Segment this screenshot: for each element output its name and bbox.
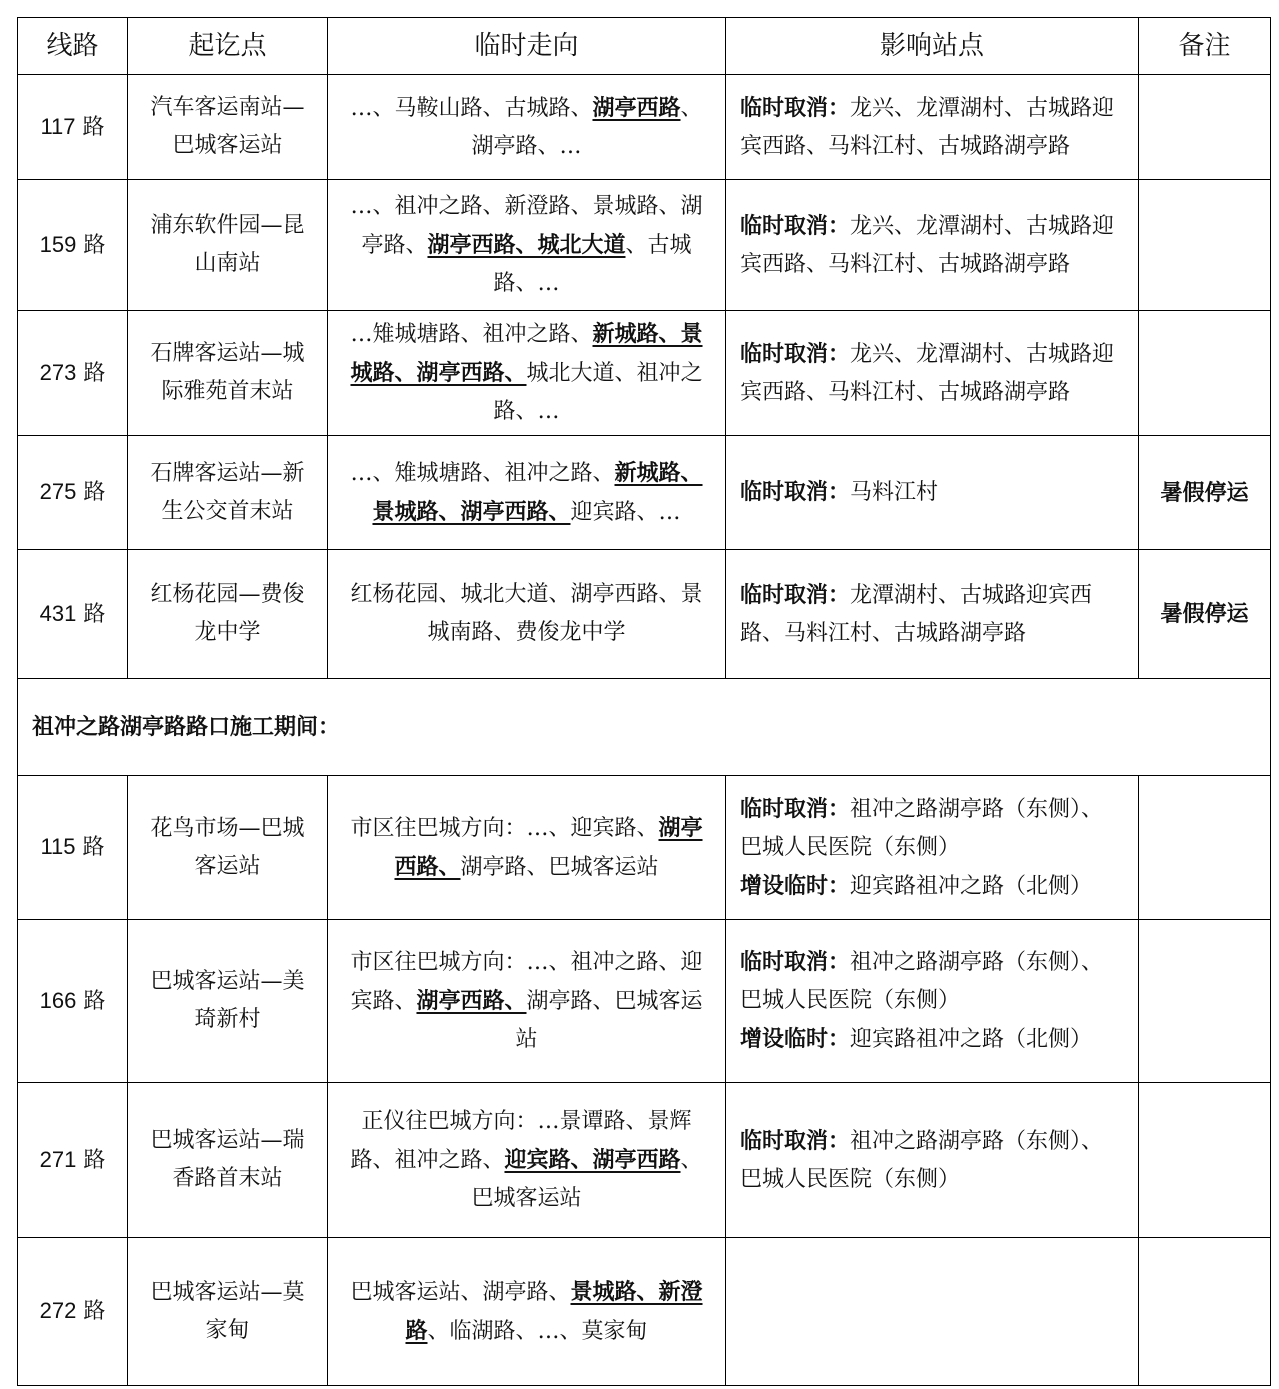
affected-label: 临时取消： bbox=[740, 1127, 851, 1154]
line-cell bbox=[18, 1238, 128, 1386]
line-unit: 路 bbox=[83, 480, 106, 505]
affected-line bbox=[740, 335, 1124, 412]
affected-label: 临时取消： bbox=[740, 479, 851, 505]
affected-stops: 祖冲之路湖亭路（东侧）、巴城人民医院（东侧） bbox=[740, 950, 1104, 1013]
affected-stops: 龙潭湖村、古城路迎宾西路、马料江村、古城路湖亭路 bbox=[740, 582, 1093, 646]
affected-stops-cell bbox=[726, 550, 1139, 679]
endpoints-cell: 汽车客运南站—巴城客运站 bbox=[128, 75, 328, 180]
affected-line bbox=[740, 473, 1124, 512]
line-cell bbox=[18, 776, 128, 920]
affected-label: 临时取消： bbox=[740, 340, 851, 367]
route-segment: …、祖冲之路、新澄路、景城路、湖亭路、 bbox=[350, 193, 703, 258]
affected-line bbox=[740, 576, 1124, 653]
note-cell bbox=[1139, 180, 1271, 311]
affected-stops: 龙兴、龙潭湖村、古城路迎宾西路、马料江村、古城路湖亭路 bbox=[740, 341, 1115, 405]
affected-line bbox=[740, 1020, 1124, 1059]
route-highlight: 湖亭西路、 bbox=[394, 814, 703, 880]
affected-stops: 龙兴、龙潭湖村、古城路迎宾西路、马料江村、古城路湖亭路 bbox=[740, 95, 1115, 159]
endpoints-cell: 巴城客运站—瑞香路首末站 bbox=[128, 1083, 328, 1238]
route-segment: …、马鞍山路、古城路、 bbox=[350, 95, 593, 121]
note-cell bbox=[1139, 920, 1271, 1083]
bus-route-table bbox=[17, 17, 1271, 1386]
route-cell bbox=[328, 436, 726, 550]
section-row bbox=[18, 679, 1271, 776]
affected-stops: 马料江村 bbox=[850, 480, 939, 505]
route-segment: 、临湖路、…、莫家甸 bbox=[427, 1318, 648, 1344]
route-segment: 湖亭路、巴城客运站 bbox=[460, 854, 659, 880]
affected-line bbox=[740, 89, 1124, 166]
line-cell bbox=[18, 311, 128, 436]
route-highlight: 迎宾路、湖亭西路 bbox=[504, 1146, 681, 1173]
route-cell bbox=[328, 550, 726, 679]
header-ends: 起讫点 bbox=[128, 18, 328, 75]
table-row bbox=[18, 180, 1271, 311]
affected-stops: 迎宾路祖冲之路（北侧） bbox=[850, 873, 1093, 899]
line-number: 271 bbox=[39, 1146, 77, 1172]
table-row bbox=[18, 920, 1271, 1083]
line-number: 273 bbox=[39, 359, 77, 385]
line-unit: 路 bbox=[83, 360, 106, 386]
line-number: 431 bbox=[39, 600, 77, 626]
line-unit: 路 bbox=[83, 232, 106, 258]
table-row bbox=[18, 436, 1271, 550]
line-unit: 路 bbox=[82, 835, 105, 860]
affected-label: 临时取消： bbox=[740, 795, 851, 822]
route-cell bbox=[328, 920, 726, 1083]
affected-stops-cell bbox=[726, 180, 1139, 311]
line-cell bbox=[18, 1083, 128, 1238]
affected-stops: 迎宾路祖冲之路（北侧） bbox=[850, 1027, 1093, 1052]
route-cell bbox=[328, 180, 726, 311]
header-line: 线路 bbox=[18, 18, 128, 75]
route-highlight: 湖亭西路、城北大道 bbox=[427, 231, 626, 258]
route-cell bbox=[328, 75, 726, 180]
line-unit: 路 bbox=[83, 988, 106, 1014]
note-cell bbox=[1139, 776, 1271, 920]
endpoints-cell: 红杨花园—费俊龙中学 bbox=[128, 550, 328, 679]
note-cell bbox=[1139, 311, 1271, 436]
affected-label: 临时取消： bbox=[740, 212, 851, 239]
note-cell: 暑假停运 bbox=[1139, 550, 1271, 679]
affected-stops-cell bbox=[726, 1238, 1139, 1386]
note-cell bbox=[1139, 1238, 1271, 1386]
affected-stops: 祖冲之路湖亭路（东侧）、巴城人民医院（东侧） bbox=[740, 1128, 1104, 1192]
affected-stops-cell bbox=[726, 436, 1139, 550]
header-route: 临时走向 bbox=[328, 18, 726, 75]
route-cell bbox=[328, 311, 726, 436]
line-unit: 路 bbox=[83, 1147, 106, 1173]
line-unit: 路 bbox=[83, 601, 106, 627]
affected-stops-cell bbox=[726, 75, 1139, 180]
route-segment: 迎宾路、… bbox=[570, 499, 681, 525]
affected-line bbox=[740, 1122, 1124, 1199]
route-segment: 城北大道、祖冲之路、… bbox=[493, 361, 703, 424]
affected-line bbox=[740, 943, 1124, 1020]
table-row bbox=[18, 776, 1271, 920]
table-row bbox=[18, 1083, 1271, 1238]
table-row bbox=[18, 75, 1271, 180]
route-segment: 市区往巴城方向：…、祖冲之路、迎宾路、 bbox=[350, 949, 703, 1014]
route-segment: 、古城路、… bbox=[493, 232, 692, 296]
route-highlight: 景城路、新澄路 bbox=[405, 1278, 703, 1344]
note-cell bbox=[1139, 1083, 1271, 1238]
header-row bbox=[18, 18, 1271, 75]
line-number: 166 bbox=[39, 987, 77, 1013]
route-highlight: 湖亭西路 bbox=[592, 94, 681, 121]
table-row bbox=[18, 1238, 1271, 1386]
route-cell bbox=[328, 1238, 726, 1386]
affected-line bbox=[740, 207, 1124, 284]
affected-stops-cell bbox=[726, 920, 1139, 1083]
line-cell bbox=[18, 550, 128, 679]
affected-stops-cell bbox=[726, 311, 1139, 436]
affected-stops: 祖冲之路湖亭路（东侧）、巴城人民医院（东侧） bbox=[740, 796, 1104, 860]
route-segment: 、巴城客运站 bbox=[471, 1147, 703, 1211]
route-segment: …、雉城塘路、祖冲之路、 bbox=[350, 460, 615, 486]
affected-label: 临时取消： bbox=[740, 581, 851, 608]
line-cell bbox=[18, 180, 128, 311]
line-cell bbox=[18, 75, 128, 180]
route-highlight: 新城路、景城路、湖亭西路、 bbox=[372, 459, 703, 525]
affected-stops-cell bbox=[726, 776, 1139, 920]
affected-label: 增设临时： bbox=[740, 1026, 851, 1052]
endpoints-cell: 浦东软件园—昆山南站 bbox=[128, 180, 328, 311]
affected-label: 增设临时： bbox=[740, 872, 851, 899]
endpoints-cell: 石牌客运站—城际雅苑首末站 bbox=[128, 311, 328, 436]
route-highlight: 新城路、景城路、湖亭西路、 bbox=[350, 321, 703, 386]
line-number: 275 bbox=[39, 479, 77, 504]
endpoints-cell: 巴城客运站—莫家甸 bbox=[128, 1238, 328, 1386]
route-segment: 市区往巴城方向：…、迎宾路、 bbox=[350, 815, 659, 841]
header-note: 备注 bbox=[1139, 18, 1271, 75]
header-affected: 影响站点 bbox=[726, 18, 1139, 75]
affected-stops-cell bbox=[726, 1083, 1139, 1238]
line-cell bbox=[18, 436, 128, 550]
line-number: 159 bbox=[39, 231, 77, 257]
affected-stops: 龙兴、龙潭湖村、古城路迎宾西路、马料江村、古城路湖亭路 bbox=[740, 213, 1115, 277]
route-cell bbox=[328, 776, 726, 920]
line-unit: 路 bbox=[82, 114, 105, 140]
line-cell bbox=[18, 920, 128, 1083]
route-cell bbox=[328, 1083, 726, 1238]
table-row bbox=[18, 311, 1271, 436]
route-segment: 正仪往巴城方向：…景谭路、景辉路、祖冲之路、 bbox=[350, 1108, 692, 1173]
note-cell: 暑假停运 bbox=[1139, 436, 1271, 550]
route-highlight: 湖亭西路、 bbox=[416, 987, 527, 1014]
line-number: 117 bbox=[40, 113, 76, 139]
route-segment: 巴城客运站、湖亭路、 bbox=[350, 1279, 571, 1305]
affected-label: 临时取消： bbox=[740, 94, 851, 121]
table-row bbox=[18, 550, 1271, 679]
line-unit: 路 bbox=[83, 1299, 106, 1324]
note-cell bbox=[1139, 75, 1271, 180]
endpoints-cell: 花鸟市场—巴城客运站 bbox=[128, 776, 328, 920]
route-segment: …雉城塘路、祖冲之路、 bbox=[350, 322, 593, 347]
affected-label: 临时取消： bbox=[740, 949, 851, 975]
endpoints-cell: 石牌客运站—新生公交首末站 bbox=[128, 436, 328, 550]
route-segment: 、湖亭路、… bbox=[471, 95, 703, 159]
affected-line bbox=[740, 867, 1124, 906]
line-number: 272 bbox=[39, 1298, 77, 1323]
route-segment: 红杨花园、城北大道、湖亭西路、景城南路、费俊龙中学 bbox=[350, 582, 703, 645]
line-number: 115 bbox=[40, 834, 76, 859]
section-title: 祖冲之路湖亭路路口施工期间： bbox=[18, 679, 1271, 776]
endpoints-cell: 巴城客运站—美琦新村 bbox=[128, 920, 328, 1083]
route-segment: 湖亭路、巴城客运站 bbox=[515, 988, 703, 1052]
affected-line bbox=[740, 790, 1124, 867]
